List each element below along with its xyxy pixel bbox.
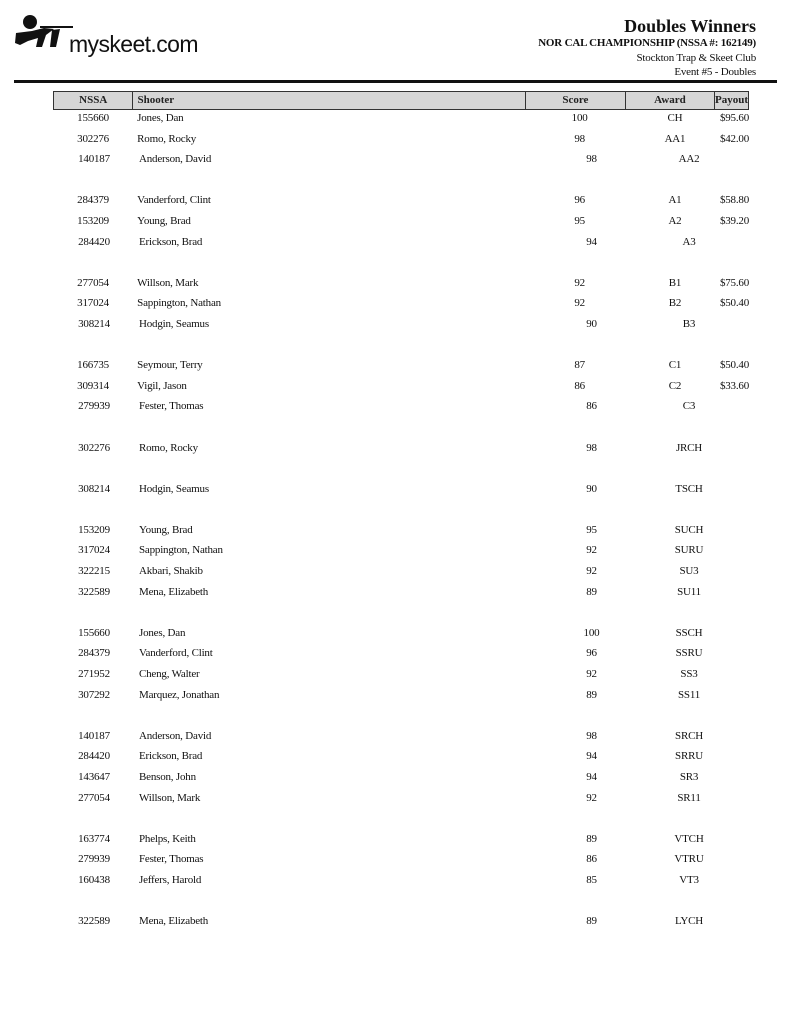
award-cell: SURU [674, 544, 704, 557]
column-header-score: Score [526, 92, 626, 109]
shooter-cell: Jeffers, Harold [139, 873, 202, 886]
shooter-cell: Vanderford, Clint [139, 647, 213, 660]
award-cell: B2 [668, 297, 682, 310]
shooter-cell: Willson, Mark [139, 791, 201, 804]
nssa-cell: 284379 [78, 647, 110, 660]
shooter-cell: Hodgin, Seamus [139, 317, 209, 330]
payout-cell [735, 315, 749, 336]
nssa-cell: 166735 [77, 359, 109, 372]
shooter-cell: Hodgin, Seamus [139, 482, 209, 495]
payout-cell [735, 624, 749, 645]
table-row [53, 789, 749, 810]
award-cell: LYCH [674, 915, 704, 928]
shooter-cell: Young, Brad [137, 214, 191, 227]
table-row [53, 521, 749, 542]
award-cell: C3 [682, 400, 696, 413]
score-cell: 98 [586, 441, 597, 454]
table-row [53, 686, 749, 707]
payout-cell [735, 397, 749, 418]
payout-cell [735, 727, 749, 748]
table-row [53, 191, 749, 212]
table-row [53, 583, 749, 604]
score-cell: 85 [586, 873, 597, 886]
score-cell: 96 [586, 647, 597, 660]
nssa-cell: 143647 [78, 771, 110, 783]
payout-cell [735, 830, 749, 851]
score-cell: 100 [583, 626, 600, 639]
shooter-cell: Erickson, Brad [139, 235, 203, 248]
score-cell: 96 [574, 194, 585, 207]
payout-cell [735, 521, 749, 542]
table-row [53, 562, 749, 583]
award-cell: VTRU [674, 853, 704, 866]
nssa-cell: 284420 [78, 235, 110, 248]
award-cell: SS11 [677, 688, 701, 701]
table-row [53, 541, 749, 562]
table-row [53, 377, 749, 398]
page-title: Doubles Winners [624, 16, 756, 36]
score-cell: 89 [586, 915, 597, 928]
payout-cell: $75.60 [719, 276, 749, 289]
shooter-cell: Marquez, Jonathan [139, 688, 220, 701]
shooter-cell: Willson, Mark [137, 276, 199, 289]
score-cell: 87 [574, 359, 585, 372]
payout-cell: $95.60 [719, 112, 749, 124]
table-row [53, 109, 749, 130]
nssa-cell: 160438 [78, 873, 110, 886]
award-cell: SRCH [675, 729, 703, 742]
payout-cell [735, 439, 749, 460]
award-cell: A3 [682, 235, 696, 248]
nssa-cell: 140187 [78, 729, 110, 742]
award-cell: SSRU [675, 647, 703, 660]
score-cell: 98 [574, 132, 585, 145]
award-cell: AA2 [678, 153, 700, 166]
nssa-cell: 317024 [78, 544, 110, 557]
nssa-cell: 153209 [77, 214, 109, 227]
payout-cell [735, 562, 749, 583]
shooter-cell: Phelps, Keith [139, 832, 196, 845]
shooter-icon [14, 13, 74, 58]
shooter-cell: Romo, Rocky [137, 132, 197, 145]
shooter-cell: Sappington, Nathan [139, 544, 223, 557]
table-row [53, 624, 749, 645]
score-cell: 92 [586, 668, 597, 681]
shooter-cell: Anderson, David [139, 153, 212, 166]
score-cell: 89 [586, 688, 597, 701]
table-row [53, 397, 749, 418]
shooter-cell: Mena, Elizabeth [139, 915, 209, 928]
nssa-cell: 140187 [78, 153, 110, 166]
shooter-cell: Anderson, David [139, 729, 212, 742]
myskeet-logo [14, 13, 198, 58]
payout-cell [735, 850, 749, 871]
nssa-cell: 317024 [77, 297, 109, 310]
table-row [53, 233, 749, 254]
score-cell: 92 [586, 565, 597, 578]
payout-cell: $50.40 [719, 359, 749, 372]
table-row [53, 912, 749, 933]
nssa-cell: 284379 [77, 194, 109, 207]
table-row [53, 480, 749, 501]
score-cell: 86 [586, 853, 597, 866]
table-row [53, 130, 749, 151]
table-row [53, 315, 749, 336]
score-cell: 98 [586, 729, 597, 742]
score-cell: 92 [586, 791, 597, 804]
payout-cell [735, 747, 749, 768]
score-cell: 95 [574, 214, 585, 227]
score-cell: 94 [586, 750, 597, 763]
award-cell: JRCH [675, 441, 703, 454]
score-cell: 86 [574, 379, 585, 392]
shooter-cell: Benson, John [139, 771, 196, 783]
nssa-cell: 155660 [78, 626, 110, 639]
logo-text: myskeet.com [69, 31, 198, 57]
report-title-block [538, 16, 756, 79]
shooter-cell: Jones, Dan [139, 626, 186, 639]
header-divider [14, 80, 777, 83]
score-cell: 100 [571, 112, 588, 124]
score-cell: 89 [586, 832, 597, 845]
column-header-shooter: Shooter [133, 92, 526, 109]
nssa-cell: 308214 [78, 482, 110, 495]
award-cell: AA1 [664, 132, 686, 145]
shooter-cell: Mena, Elizabeth [139, 585, 209, 598]
shooter-cell: Vanderford, Clint [137, 194, 211, 207]
column-header-nssa: NSSA [54, 92, 133, 109]
championship-name: NOR CAL CHAMPIONSHIP (NSSA #: 162149) [538, 37, 756, 49]
score-cell: 94 [586, 235, 597, 248]
nssa-cell: 277054 [77, 276, 109, 289]
shooter-cell: Young, Brad [139, 523, 193, 536]
nssa-cell: 153209 [78, 523, 110, 536]
award-cell: SR11 [677, 791, 701, 804]
table-row [53, 727, 749, 748]
table-row [53, 439, 749, 460]
award-cell: B1 [668, 276, 682, 289]
award-cell: SUCH [674, 523, 704, 536]
payout-cell [735, 541, 749, 562]
payout-cell [735, 150, 749, 171]
payout-cell [735, 871, 749, 892]
award-cell: SS3 [680, 668, 698, 681]
payout-cell [735, 789, 749, 810]
score-cell: 98 [586, 153, 597, 166]
table-row [53, 850, 749, 871]
table-row [53, 294, 749, 315]
column-header-payout: Payout [715, 94, 748, 106]
nssa-cell: 309314 [77, 379, 109, 392]
column-header-award: Award [626, 92, 715, 109]
award-cell: C1 [668, 359, 682, 372]
nssa-cell: 277054 [78, 791, 110, 804]
shooter-cell: Jones, Dan [137, 112, 184, 124]
table-row [53, 150, 749, 171]
award-cell: VTCH [674, 832, 704, 845]
payout-cell: $33.60 [719, 379, 749, 392]
nssa-cell: 322215 [78, 565, 110, 578]
award-cell: A2 [668, 214, 682, 227]
winners-table-body [53, 109, 749, 933]
nssa-cell: 271952 [78, 668, 110, 681]
nssa-cell: 302276 [77, 132, 109, 145]
shooter-cell: Akbari, Shakib [139, 565, 203, 578]
award-cell: SSCH [675, 626, 703, 639]
nssa-cell: 279939 [78, 400, 110, 413]
table-row [53, 644, 749, 665]
nssa-cell: 307292 [78, 688, 110, 701]
table-row [53, 768, 749, 789]
table-row [53, 665, 749, 686]
score-cell: 92 [574, 276, 585, 289]
table-row [53, 830, 749, 851]
table-row [53, 274, 749, 295]
nssa-cell: 322589 [78, 915, 110, 928]
payout-cell: $58.80 [719, 194, 749, 207]
award-cell: CH [667, 112, 683, 124]
event-name: Event #5 - Doubles [674, 66, 756, 78]
nssa-cell: 163774 [78, 832, 110, 845]
nssa-cell: 322589 [78, 585, 110, 598]
score-cell: 92 [574, 297, 585, 310]
score-cell: 89 [586, 585, 597, 598]
payout-cell [735, 233, 749, 254]
award-cell: SR3 [679, 771, 699, 783]
table-row [53, 747, 749, 768]
payout-cell: $39.20 [719, 214, 749, 227]
payout-cell [735, 644, 749, 665]
award-cell: TSCH [675, 482, 703, 495]
award-cell: C2 [668, 379, 682, 392]
score-cell: 86 [586, 400, 597, 413]
shooter-cell: Cheng, Walter [139, 668, 200, 681]
award-cell: SU11 [677, 585, 701, 598]
shooter-cell: Sappington, Nathan [137, 297, 221, 310]
award-cell: B3 [682, 317, 696, 330]
nssa-cell: 155660 [77, 112, 109, 124]
award-cell: SRRU [675, 750, 703, 763]
payout-cell [735, 768, 749, 789]
award-cell: A1 [668, 194, 682, 207]
nssa-cell: 308214 [78, 317, 110, 330]
nssa-cell: 279939 [78, 853, 110, 866]
shooter-cell: Romo, Rocky [139, 441, 198, 454]
shooter-cell: Vigil, Jason [137, 379, 187, 392]
award-cell: VT3 [679, 873, 699, 886]
shooter-cell: Fester, Thomas [139, 853, 204, 866]
score-cell: 90 [586, 317, 597, 330]
table-header [53, 91, 749, 110]
nssa-cell: 284420 [78, 750, 110, 763]
payout-cell [735, 912, 749, 933]
table-row [53, 871, 749, 892]
payout-cell [735, 665, 749, 686]
shooter-cell: Seymour, Terry [137, 359, 203, 372]
table-row [53, 356, 749, 377]
payout-cell [735, 583, 749, 604]
score-cell: 95 [586, 523, 597, 536]
score-cell: 94 [586, 771, 597, 783]
payout-cell [735, 686, 749, 707]
club-name: Stockton Trap & Skeet Club [636, 52, 756, 64]
payout-cell [735, 480, 749, 501]
award-cell: SU3 [679, 565, 699, 578]
payout-cell: $50.40 [719, 297, 749, 310]
score-cell: 92 [586, 544, 597, 557]
table-row [53, 212, 749, 233]
payout-cell: $42.00 [719, 132, 749, 145]
score-cell: 90 [586, 482, 597, 495]
shooter-cell: Fester, Thomas [139, 400, 204, 413]
nssa-cell: 302276 [78, 441, 110, 454]
shooter-cell: Erickson, Brad [139, 750, 203, 763]
